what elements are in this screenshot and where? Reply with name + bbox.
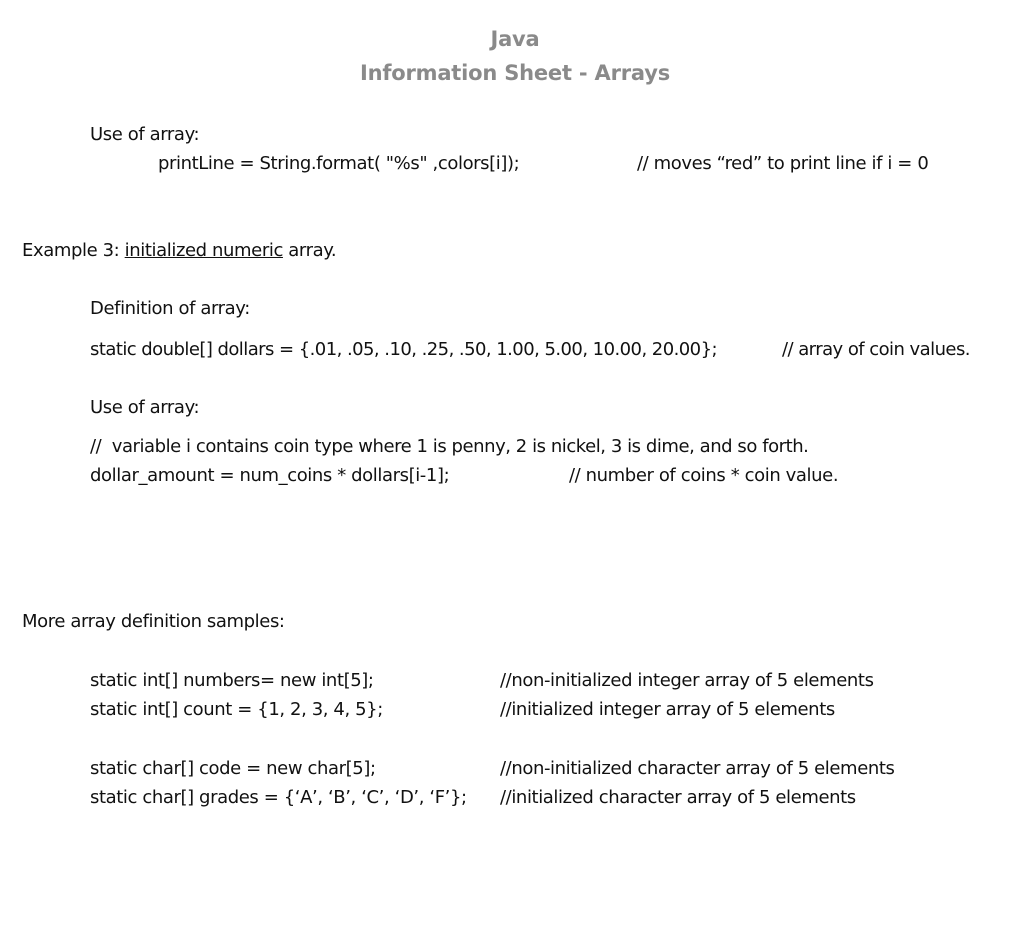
example-3-heading — [22, 240, 336, 262]
page-title: Java — [490, 27, 540, 51]
page-subtitle: Information Sheet - Arrays — [359, 61, 671, 85]
sample-code: static char[] code = new char[5]; — [90, 758, 376, 779]
definition-code: static double[] dollars = {.01, .05, .10, .25, .50, 1.00, 5.00, 10.00, 20.00}; — [90, 339, 717, 360]
example-3-underlined-term: initialized numeric — [124, 240, 283, 261]
sample-comment: //initialized character array of 5 elements — [500, 787, 856, 808]
sample-comment: //non-initialized character array of 5 elements — [500, 758, 895, 779]
sample-code: static int[] count = {1, 2, 3, 4, 5}; — [90, 699, 383, 720]
definition-label: Definition of array: — [90, 298, 250, 319]
use-of-array-label: Use of array: — [90, 124, 200, 145]
use-of-array-label-2: Use of array: — [90, 397, 200, 418]
sample-code: static int[] numbers= new int[5]; — [90, 670, 374, 691]
use-comment-line: // variable i contains coin type where 1 is penny, 2 is nickel, 3 is dime, and so forth. — [90, 436, 809, 457]
definition-comment: // array of coin values. — [782, 339, 970, 360]
sample-comment: //initialized integer array of 5 elements — [500, 699, 835, 720]
use-comment: // number of coins * coin value. — [569, 465, 839, 486]
example-3-prefix: Example 3: — [22, 240, 125, 261]
code-comment: // moves “red” to print line if i = 0 — [637, 153, 929, 174]
example-3-suffix: array. — [282, 240, 337, 261]
code-line: printLine = String.format( "%s" ,colors[i]); — [158, 153, 520, 174]
sample-comment: //non-initialized integer array of 5 elements — [500, 670, 874, 691]
use-code: dollar_amount = num_coins * dollars[i-1]; — [90, 465, 450, 486]
sample-code: static char[] grades = {‘A’, ‘B’, ‘C’, ‘D’, ‘F’}; — [90, 787, 467, 808]
samples-heading: More array definition samples: — [22, 611, 285, 632]
